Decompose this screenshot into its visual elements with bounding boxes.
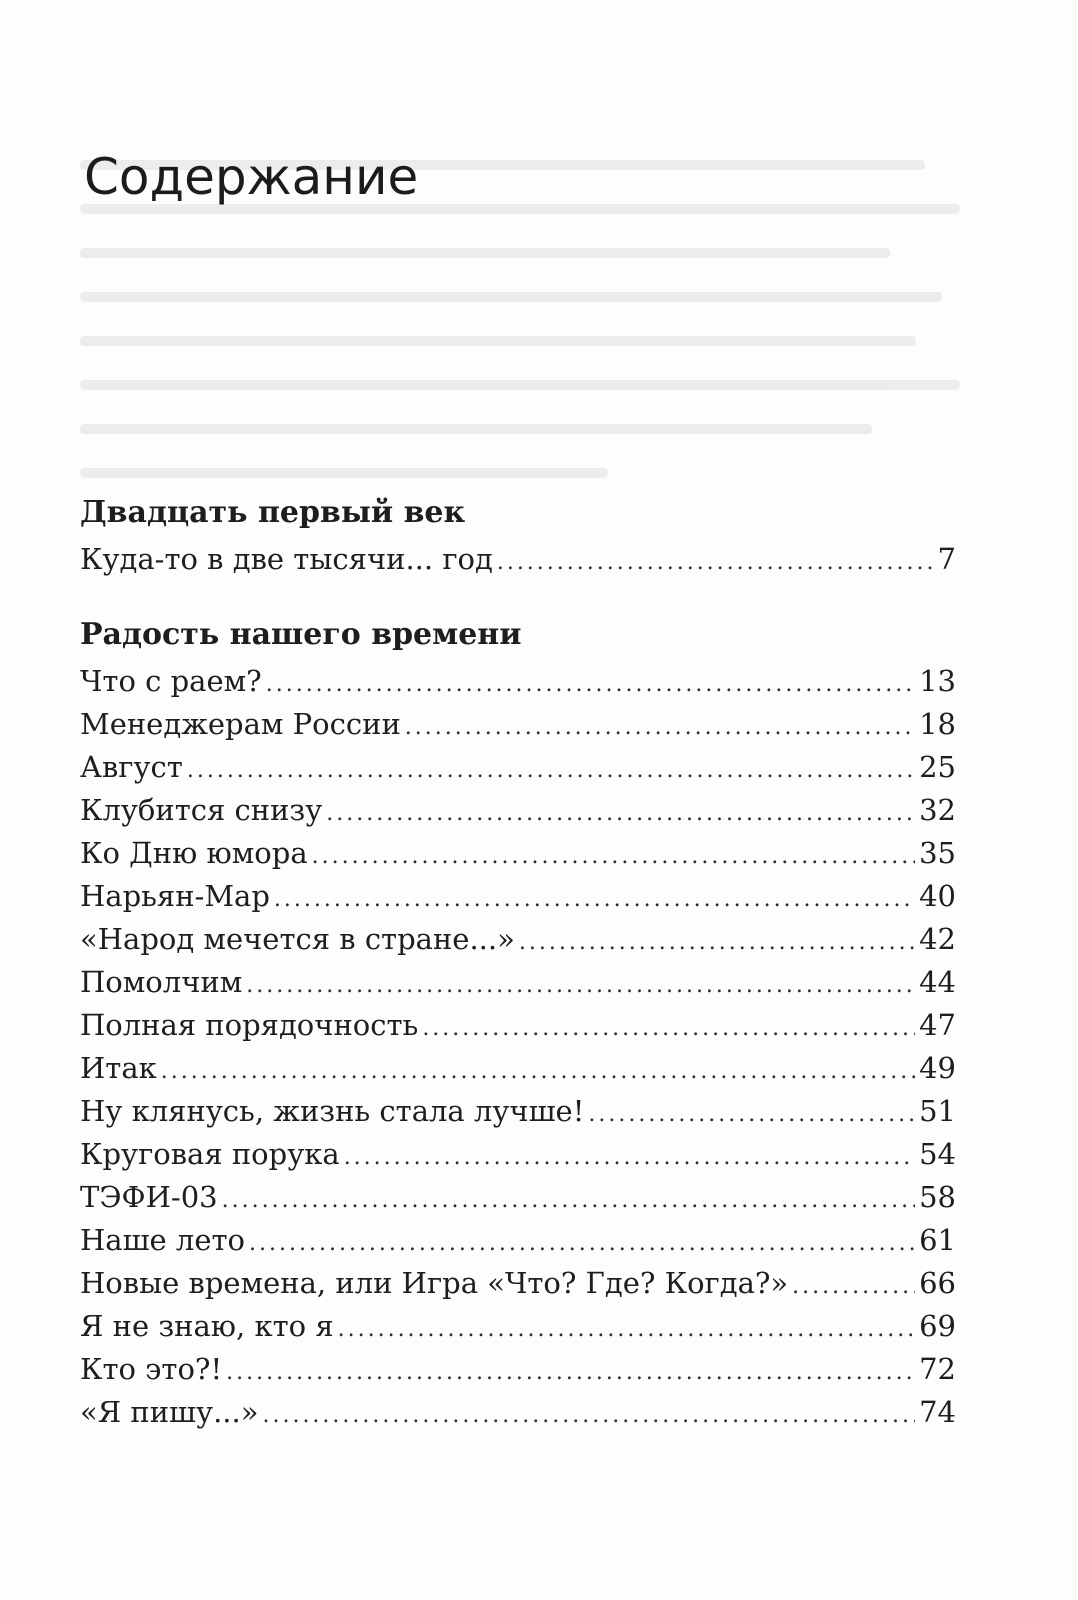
dot-leader bbox=[338, 1308, 915, 1351]
toc-entry-title: Август bbox=[80, 750, 183, 784]
toc-entry-title: Кто это?! bbox=[80, 1352, 223, 1386]
bleed-line bbox=[80, 380, 960, 390]
dot-leader bbox=[312, 835, 915, 878]
toc-entry-page: 61 bbox=[919, 1223, 956, 1257]
dot-leader bbox=[326, 792, 915, 835]
toc-entry-page: 32 bbox=[919, 793, 956, 827]
toc-entry-title: Новые времена, или Игра «Что? Где? Когда?» bbox=[80, 1266, 789, 1300]
toc-entry-title: Полная порядочность bbox=[80, 1008, 419, 1042]
toc-entry-page: 58 bbox=[919, 1180, 956, 1214]
dot-leader bbox=[405, 706, 915, 749]
toc-entry-title: Ко Дню юмора bbox=[80, 836, 308, 870]
bleed-line bbox=[80, 468, 608, 478]
dot-leader bbox=[161, 1050, 915, 1093]
toc-entry[interactable] bbox=[80, 1176, 956, 1219]
toc-entry-page: 69 bbox=[919, 1309, 956, 1343]
dot-leader bbox=[222, 1179, 915, 1222]
toc-entry[interactable] bbox=[80, 1090, 956, 1133]
toc-entry[interactable] bbox=[80, 832, 956, 875]
dot-leader bbox=[519, 921, 915, 964]
dot-leader bbox=[344, 1136, 915, 1179]
page-title: Содержание bbox=[84, 148, 419, 206]
dot-leader bbox=[262, 1394, 915, 1437]
toc-entry-page: 66 bbox=[919, 1266, 956, 1300]
toc-entry-page: 40 bbox=[919, 879, 956, 913]
toc-entry[interactable] bbox=[80, 961, 956, 1004]
toc-entry-title: Клубится снизу bbox=[80, 793, 323, 827]
dot-leader bbox=[274, 878, 915, 921]
dot-leader bbox=[226, 1351, 915, 1394]
toc-entry-page: 74 bbox=[919, 1395, 956, 1429]
toc-entry-page: 49 bbox=[919, 1051, 956, 1085]
toc-entry-title: Помолчим bbox=[80, 965, 243, 999]
toc-entry-page: 7 bbox=[937, 542, 956, 576]
toc-entry-page: 25 bbox=[919, 750, 956, 784]
dot-leader bbox=[249, 1222, 915, 1265]
toc-entry-page: 18 bbox=[919, 707, 956, 741]
toc-entry-title: Нарьян-Мар bbox=[80, 879, 270, 913]
toc-entry-title: «Я пишу...» bbox=[80, 1395, 259, 1429]
section-heading: Радость нашего времени bbox=[80, 617, 522, 652]
toc-entry[interactable] bbox=[80, 660, 956, 703]
toc-entry[interactable] bbox=[80, 918, 956, 961]
toc-entry-page: 54 bbox=[919, 1137, 956, 1171]
toc-entry[interactable] bbox=[80, 1348, 956, 1391]
toc-entry-title: Что с раем? bbox=[80, 664, 262, 698]
bleed-line bbox=[80, 336, 916, 346]
toc-entry[interactable] bbox=[80, 1133, 956, 1176]
dot-leader bbox=[246, 964, 915, 1007]
dot-leader bbox=[266, 663, 915, 706]
bleed-line bbox=[80, 292, 942, 302]
toc-entry[interactable] bbox=[80, 703, 956, 746]
toc-entry[interactable] bbox=[80, 1262, 956, 1305]
toc-entry-title: Менеджерам России bbox=[80, 707, 401, 741]
toc-entry-title: Ну клянусь, жизнь стала лучше! bbox=[80, 1094, 585, 1128]
dot-leader bbox=[422, 1007, 915, 1050]
toc-entry-title: Итак bbox=[80, 1051, 157, 1085]
toc-entry-page: 35 bbox=[919, 836, 956, 870]
toc-entry[interactable] bbox=[80, 789, 956, 832]
toc-entry-title: Круговая порука bbox=[80, 1137, 340, 1171]
toc-entry[interactable] bbox=[80, 1047, 956, 1090]
toc-entry[interactable] bbox=[80, 1305, 956, 1348]
toc-entry-title: Наше лето bbox=[80, 1223, 246, 1257]
toc-entry-page: 44 bbox=[919, 965, 956, 999]
bleed-line bbox=[80, 248, 890, 258]
bleed-line bbox=[80, 424, 872, 434]
toc-entry[interactable] bbox=[80, 746, 956, 789]
toc-entry-title: ТЭФИ-03 bbox=[80, 1180, 218, 1214]
toc-entry-title: «Народ мечется в стране...» bbox=[80, 922, 515, 956]
dot-leader bbox=[497, 541, 932, 584]
toc-entry[interactable] bbox=[80, 875, 956, 918]
dot-leader bbox=[792, 1265, 915, 1308]
toc-entry-title: Куда-то в две тысячи... год bbox=[80, 542, 493, 576]
toc-entry[interactable] bbox=[80, 1004, 956, 1047]
toc-entry-title: Я не знаю, кто я bbox=[80, 1309, 334, 1343]
toc-section bbox=[80, 490, 956, 581]
toc-entry-page: 42 bbox=[919, 922, 956, 956]
toc-entry-page: 72 bbox=[919, 1352, 956, 1386]
toc-entry[interactable] bbox=[80, 1219, 956, 1262]
toc-entry-page: 13 bbox=[919, 664, 956, 698]
toc-section bbox=[80, 612, 956, 1434]
toc-entry-page: 51 bbox=[919, 1094, 956, 1128]
toc-entry-page: 47 bbox=[919, 1008, 956, 1042]
dot-leader bbox=[187, 749, 915, 792]
toc-entry[interactable] bbox=[80, 1391, 956, 1434]
dot-leader bbox=[588, 1093, 915, 1136]
section-heading: Двадцать первый век bbox=[80, 495, 466, 530]
toc-entry[interactable] bbox=[80, 538, 956, 581]
